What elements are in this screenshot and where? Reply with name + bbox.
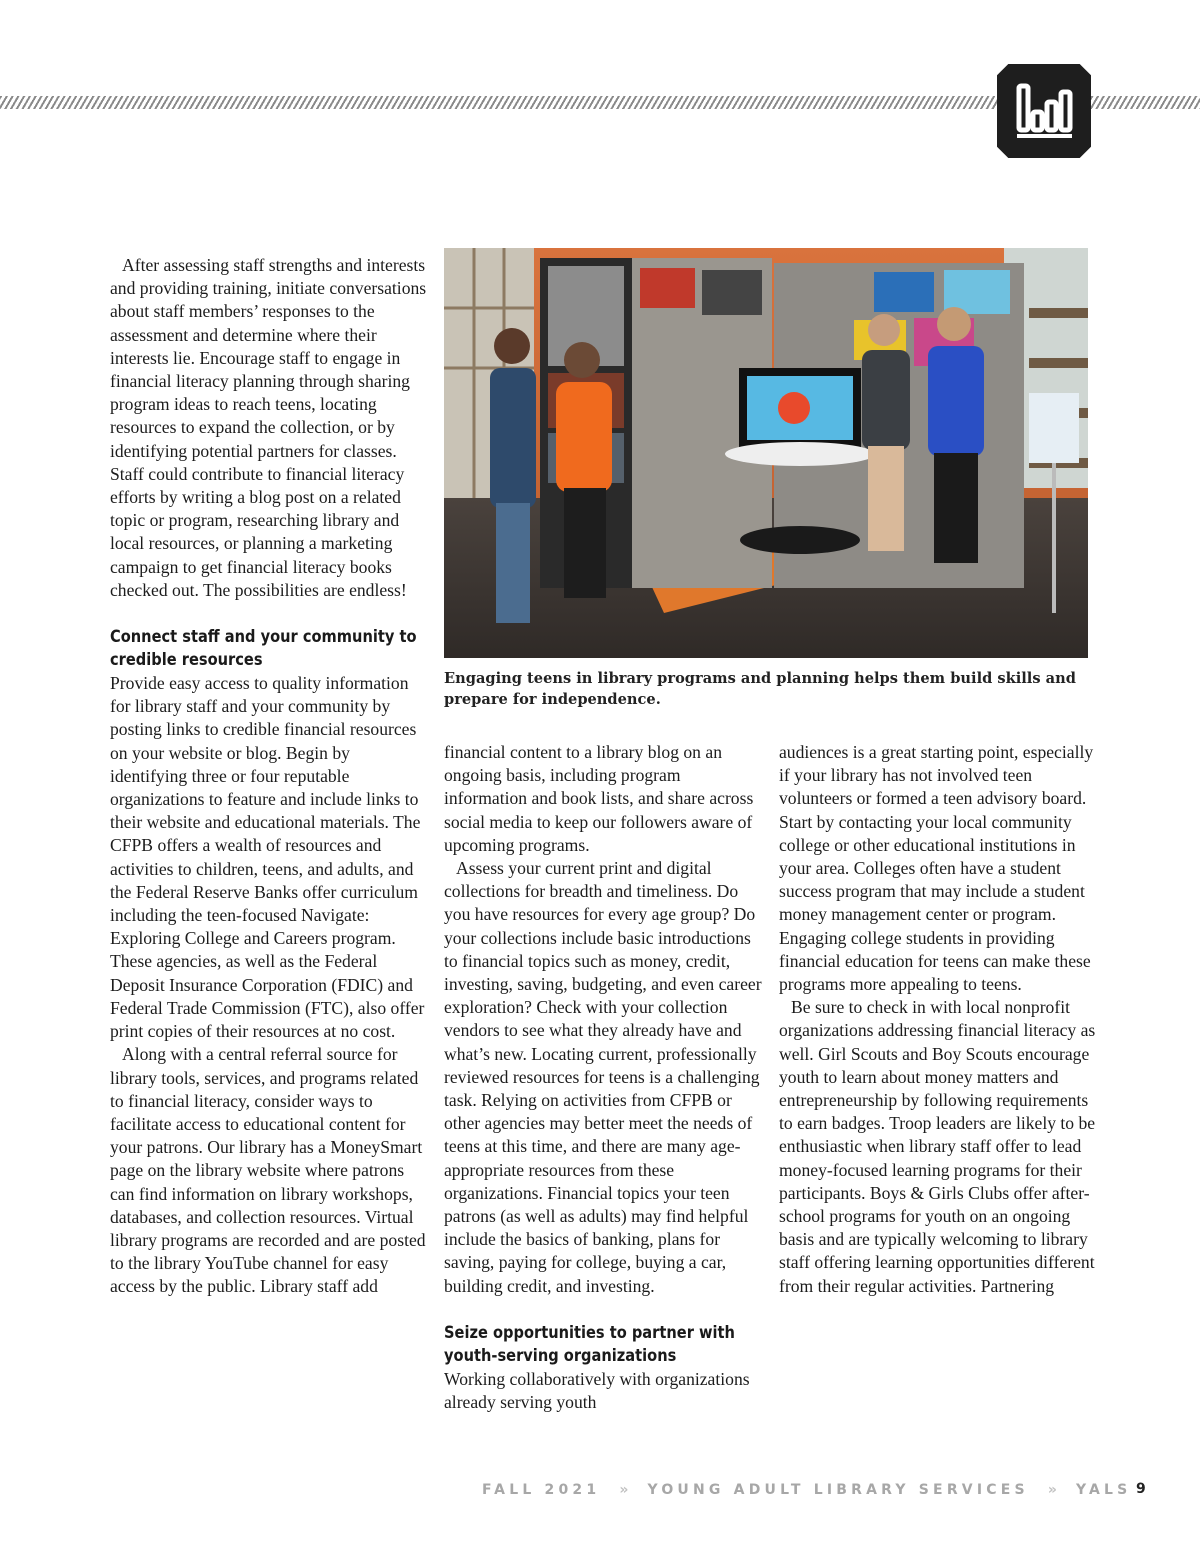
paragraph: After assessing staff strengths and interests and providing training, initiate conversations about staff members’ responses to the assessment and determine where their interests lie. Encourage staff to engage in financial literacy planning through sharing program ideas to reach teens, locating resources to expand the collection, or by identifying potential partners for classes. Staff could contribute to financial literacy efforts by writing a blog post on a related topic or program, researching library and local resources, or planning a marketing campaign to get financial literacy books checked out. The possibilities are endless! [110,255,427,600]
paragraph: Along with a central referral source for library tools, services, and programs related to financial literacy, consider ways to facilitate access to educational content for your patrons. Our library has a MoneySmart page on the library website where patrons can find information on library workshops, databases, and collection resources. Virtual library programs are recorded and are posted to the library YouTube channel for easy access by the public. Library staff add [110,1044,426,1297]
running-footer [482,1482,1132,1498]
paragraph: Working collaboratively with organizations already serving youth [444,1368,750,1413]
footer-season: FALL 2021 [482,1482,601,1498]
section-heading: Seize opportunities to partner with youth-serving organizations [444,1322,735,1366]
paragraph: financial content to a library blog on an ongoing basis, including program information and book lists, and share across social media to keep our followers aware of upcoming programs. [444,742,754,855]
photo-caption: Engaging teens in library programs and planning helps them build skills and prepare for independence. [444,670,1076,708]
footer-separator: » [619,1482,629,1498]
teens-exhibit-photo [444,248,1088,658]
page-number: 9 [1136,1481,1146,1497]
column-1 [110,254,428,1299]
column-2 [444,741,762,1414]
footer-publication: YOUNG ADULT LIBRARY SERVICES [647,1482,1029,1498]
footer-separator: » [1047,1482,1057,1498]
paragraph: audiences is a great starting point, especially if your library has not involved teen volunteers or formed a teen advisory board. Start by contacting your local community college or other educational institutions in your area. Colleges often have a student success program that may include a student money management center or program. Engaging college students in providing financial education for teens can make these programs more appealing to teens. [779,742,1094,995]
paragraph: Be sure to check in with local nonprofit organizations addressing financial literacy as well. Girl Scouts and Boy Scouts encourage youth to learn about money matters and entrepreneurship by following requirements to earn badges. Troop leaders are likely to be enthusiastic when library staff offer to lead money-focused learning programs for their participants. Boys & Girls Clubs offer after-school programs for youth on an ongoing basis and are typically welcoming to library staff offering learning opportunities different from their regular activities. Partnering [779,997,1096,1296]
paragraph: Assess your current print and digital collections for breadth and timeliness. Do you have resources for every age group? Do your collections include basic introductions to financial topics such as money, credit, investing, saving, budgeting, and even career exploration? Check with your collection vendors to see what they already have and what’s new. Locating current, professionally reviewed resources for teens is a challenging task. Relying on activities from CFPB or other agencies may better meet the needs of teens at this time, and there are many age-appropriate resources from these organizations. Financial topics your teen patrons (as well as adults) may find helpful include the basics of banking, plans for saving, paying for college, buying a car, building credit, and investing. [444,858,762,1296]
bar-chart-icon [997,64,1091,158]
paragraph: Provide easy access to quality information for library staff and your community by posting links to credible financial resources on your website or blog. Begin by identifying three or four reputable organizations to feature and include links to their website and educational materials. The CFPB offers a wealth of resources and activities to children, teens, and adults, and the Federal Reserve Banks offer curriculum including the teen-focused Navigate: Exploring College and Careers program. These agencies, as well as the Federal Deposit Insurance Corporation (FDIC) and Federal Trade Commission (FTC), also offer print copies of their resources at no cost. [110,673,425,1042]
section-heading: Connect staff and your community to credible resources [110,627,417,671]
column-3 [779,741,1097,1298]
footer-abbrev: YALS [1075,1482,1132,1498]
